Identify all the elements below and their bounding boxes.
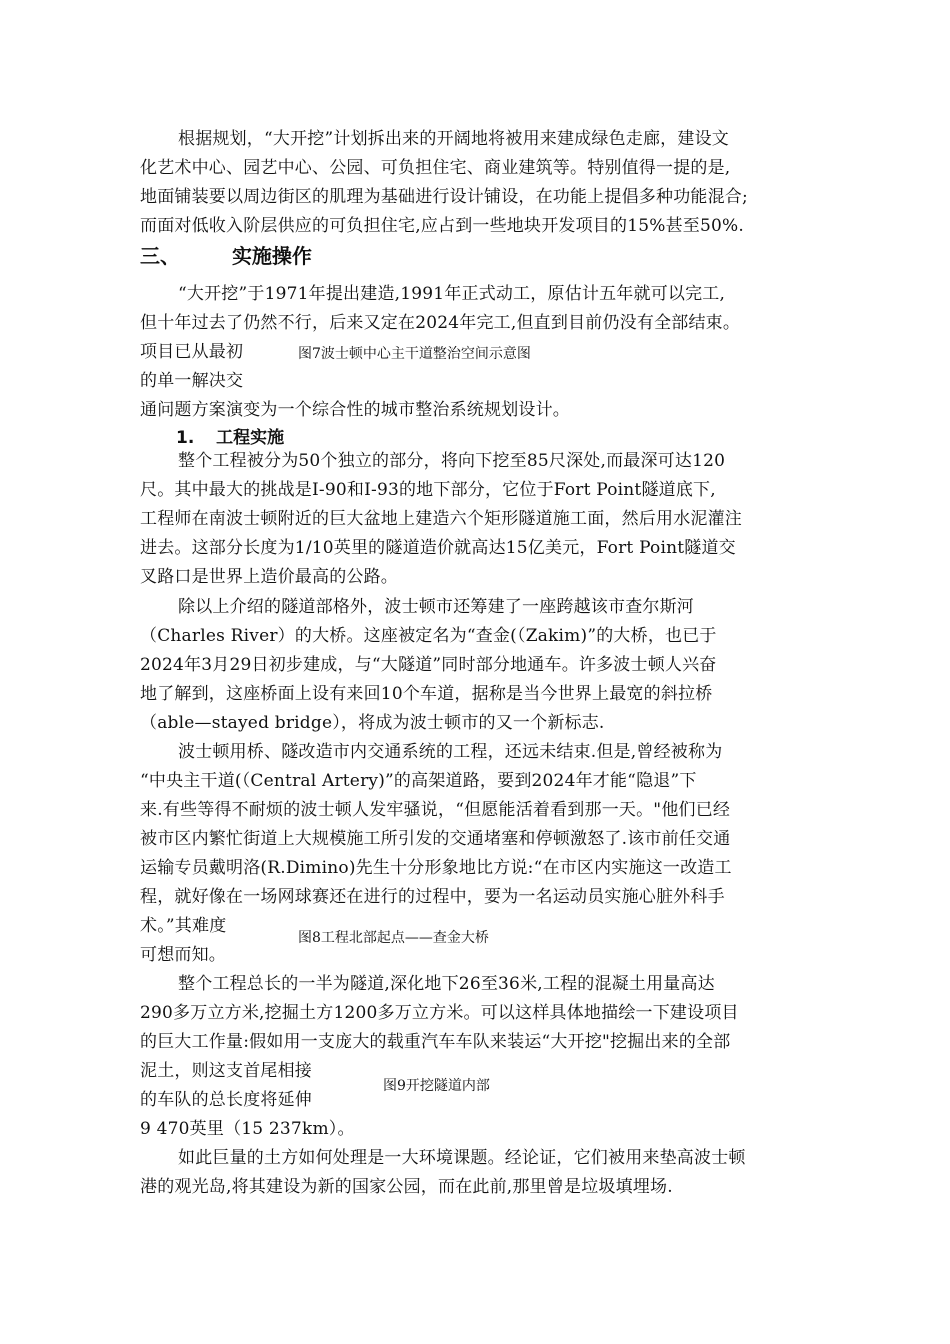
paragraph-line: 的巨大工作量:假如用一支庞大的载重汽车车队来装运“大开挖"挖掘出来的全部 [140, 1032, 731, 1052]
paragraph-line: 尺。其中最大的挑战是I-90和I-93的地下部分，它位于Fort Point隧道底下, [140, 480, 716, 500]
paragraph-line: （able—stayed bridge），将成为波士顿市的又一个新标志. [140, 713, 605, 733]
paragraph-line: 但十年过去了仍然不行，后来又定在2024年完工,但直到目前仍没有全部结束。 [140, 313, 741, 333]
paragraph-line: “中央主干道(（Central Artery)”的高架道路，要到2024年才能“隐退”下 [140, 771, 697, 791]
paragraph-line: 整个工程被分为50个独立的部分，将向下挖至85尺深处,而最深可达120 [178, 451, 726, 471]
subsection-heading [176, 423, 284, 448]
paragraph-line: 被市区内繁忙街道上大规模施工所引发的交通堵塞和停顿激怒了.该市前任交通 [140, 829, 731, 849]
paragraph-line: （Charles River）的大桥。这座被定名为“查金(（Zakim)”的大桥，也已于 [140, 626, 717, 646]
paragraph-line: 程，就好像在一场网球赛还在进行的过程中，要为一名运动员实施心脏外科手 [140, 887, 725, 907]
paragraph-line: 来.有些等得不耐烦的波士顿人发牢骚说，“但愿能活着看到那一天。"他们已经 [140, 800, 731, 820]
figure-7-caption: 图7波士顿中心主干道整治空间示意图 [298, 346, 531, 362]
paragraph-line: 化艺术中心、园艺中心、公园、可负担住宅、商业建筑等。特别值得一提的是, [140, 158, 731, 178]
figure-8-caption: 图8工程北部起点——查金大桥 [298, 930, 489, 946]
paragraph-line: 可想而知。 [140, 945, 226, 965]
paragraph-line: 工程师在南波士顿附近的巨大盆地上建造六个矩形隧道施工面，然后用水泥灌注 [140, 509, 742, 529]
paragraph-line: 的车队的总长度将延伸 [140, 1090, 312, 1110]
paragraph-line: 如此巨量的土方如何处理是一大环境课题。经论证，它们被用来垫高波士顿 [178, 1148, 746, 1168]
figure-9-caption: 图9开挖隧道内部 [383, 1078, 490, 1094]
paragraph-line: 波士顿用桥、隧改造市内交通系统的工程，还远未结束.但是,曾经被称为 [178, 742, 723, 762]
section-number: 三、 [140, 244, 180, 268]
paragraph-line: 9 470英里（15 237km）。 [140, 1119, 355, 1139]
paragraph-line: 通问题方案演变为一个综合性的城市整治系统规划设计。 [140, 400, 570, 420]
paragraph-line: 进去。这部分长度为1/10英里的隧道造价就高达15亿美元，Fort Point隧道交 [140, 538, 736, 558]
paragraph-line: 整个工程总长的一半为隧道,深化地下26至36米,工程的混凝土用量高达 [178, 974, 715, 994]
subsection-title: 工程实施 [216, 428, 285, 448]
paragraph-line: 地面铺装要以周边街区的肌理为基础进行设计铺设，在功能上提倡多种功能混合; [140, 187, 748, 207]
paragraph-line: 的单一解决交 [140, 371, 244, 391]
section-heading [140, 240, 312, 269]
paragraph-line: 叉路口是世界上造价最高的公路。 [140, 567, 398, 587]
paragraph-line: 运输专员戴明洛(R.Dimino)先生十分形象地比方说:“在市区内实施这一改造工 [140, 858, 732, 878]
paragraph-line: 290多万立方米,挖掘土方1200多万立方米。可以这样具体地描绘一下建设项目 [140, 1003, 739, 1023]
subsection-number: 1. [176, 428, 195, 448]
paragraph-line: 泥土，则这支首尾相接 [140, 1061, 312, 1081]
paragraph-line: 而面对低收入阶层供应的可负担住宅,应占到一些地块开发项目的15%甚至50%. [140, 216, 744, 236]
paragraph-line: 地了解到，这座桥面上设有来回10个车道，据称是当今世界上最宽的斜拉桥 [140, 684, 713, 704]
paragraph-line: 项目已从最初 [140, 342, 244, 362]
paragraph-line: “大开挖”于1971年提出建造,1991年正式动工，原估计五年就可以完工, [178, 284, 726, 304]
paragraph-line: 术。”其难度 [140, 916, 227, 936]
paragraph-line: 2024年3月29日初步建成，与“大隧道”同时部分地通车。许多波士顿人兴奋 [140, 655, 717, 675]
paragraph-line: 根据规划，“大开挖”计划拆出来的开阔地将被用来建成绿色走廊，建设文 [178, 129, 729, 149]
section-title: 实施操作 [231, 244, 312, 268]
paragraph-line: 除以上介绍的隧道部格外，波士顿市还筹建了一座跨越该市查尔斯河 [178, 597, 694, 617]
paragraph-line: 港的观光岛,将其建设为新的国家公园，而在此前,那里曾是垃圾填埋场. [140, 1177, 673, 1197]
